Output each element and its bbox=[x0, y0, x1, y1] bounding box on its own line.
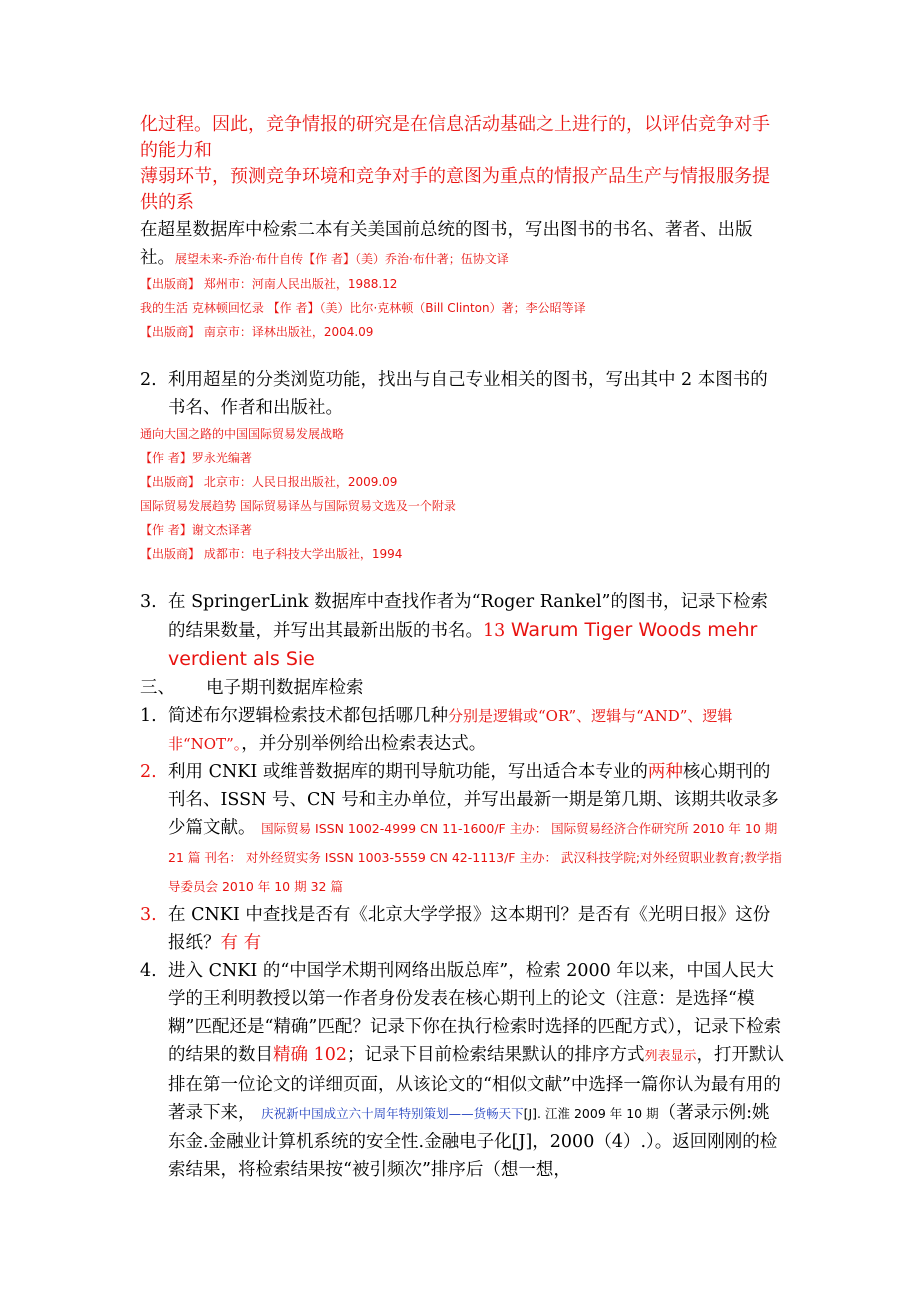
section-3-label: 三、 bbox=[140, 678, 175, 698]
s3q1-item bbox=[140, 702, 785, 758]
s3q3-text: 在 CNKI 中查找是否有《北京大学学报》这本期刊？是否有《光明日报》这份报纸？ bbox=[168, 905, 771, 953]
q2-answer-line-3: 【出版商】 北京市：人民日报出版社，2009.09 bbox=[140, 475, 398, 489]
section-3-title: 电子期刊数据库检索 bbox=[206, 678, 364, 698]
q2-answer-line-6: 【出版商】 成都市：电子科技大学出版社，1994 bbox=[140, 547, 403, 561]
q2-answer-line-5: 【作 者】谢文杰译著 bbox=[140, 523, 252, 537]
s3q4-text-b: ；记录下目前检索结果默认的排序方式 bbox=[346, 1045, 645, 1065]
q1-answer-line-4: 【出版商】 南京市：译林出版社，2004.09 bbox=[140, 325, 374, 339]
s3q2-item bbox=[140, 758, 785, 901]
q3-number: 3. bbox=[140, 592, 157, 612]
s3q2-text-b: 核心期刊的刊名、ISSN 号、CN 号和主办单位，并写出最新一期是第几期、该期共收录多少篇文献。 bbox=[168, 762, 779, 838]
s3q4-answer-1: 精确 102 bbox=[273, 1045, 347, 1065]
q1-answer-line-3: 我的生活 克林顿回忆录 【作 者】（美）比尔·克林顿（Bill Clinton）著；李公昭等译 bbox=[140, 301, 586, 315]
s3q4-text-c: ，打开默认排在第一位论文的详细页面，从该论文的“相似文献”中选择一篇你认为最有用的著录下来， bbox=[168, 1045, 784, 1123]
s3q4-text-a: 进入 CNKI 的“中国学术期刊网络出版总库”，检索 2000 年以来，中国人民大学的王利明教授以第一作者身份发表在核心期刊上的论文（注意：是选择“模糊”匹配还是“精确”匹配？记录下你在执行检索时选择的匹配方式），记录下检索的结果的数目 bbox=[168, 961, 782, 1065]
s3q4-text-d: （著录示例:姚东金.金融业计算机系统的安全性.金融电子化[J]，2000（4）.）。返回刚刚的检索结果，将检索结果按“被引频次”排序后（想一想， bbox=[168, 1103, 778, 1180]
q2-answer-line-2: 【作 者】罗永光编著 bbox=[140, 451, 252, 465]
q1-text: 在超星数据库中检索二本有关美国前总统的图书，写出图书的书名、著者、出版社。展望未来-乔治·布什自传【作 者】（美）乔治·布什著；伍协文译 bbox=[140, 220, 753, 268]
q1-answer-line-2: 【出版商】 郑州市：河南人民出版社，1988.12 bbox=[140, 277, 398, 291]
s3q1-tail: ，并分别举例给出检索表达式。 bbox=[241, 734, 487, 754]
q3-text: 在 SpringerLink 数据库中查找作者为“Roger Rankel”的图书，记录下检索的结果数量，并写出其最新出版的书名。 bbox=[168, 592, 768, 641]
s3q2-text-red: 两种 bbox=[647, 762, 683, 782]
q2-number: 2. bbox=[140, 370, 157, 390]
s3q4-number: 4. bbox=[140, 961, 157, 981]
s3q2-text-a: 利用 CNKI 或维普数据库的期刊导航功能，写出适合本专业的 bbox=[168, 762, 648, 782]
s3q1-number: 1. bbox=[140, 706, 157, 726]
q2-answer-line-4: 国际贸易发展趋势 国际贸易译丛与国际贸易文选及一个附录 bbox=[140, 499, 456, 513]
q2-item bbox=[140, 366, 785, 422]
s3q3-number: 3. bbox=[140, 905, 157, 925]
s3q2-answer: 国际贸易 ISSN 1002-4999 CN 11-1600/F 主办： 国际贸易经济合作研究所 2010 年 10 期 21 篇 刊名： 对外经贸实务 ISSN 1003-5559 CN 42-1113/F 主办： 武汉科技学院;对外经贸职业教育;教学指导委员会 2010 年 10 期 32 篇 bbox=[168, 821, 782, 894]
s3q4-answer-3-title: 庆祝新中国成立六十周年特别策划——货畅天下 bbox=[261, 1106, 524, 1121]
q2-answer-line-1: 通向大国之路的中国国际贸易发展战略 bbox=[140, 427, 345, 441]
s3q4-answer-2: 列表显示 bbox=[644, 1049, 697, 1064]
document-page bbox=[140, 112, 785, 1184]
section-3-heading bbox=[140, 674, 785, 702]
intro-line-1: 化过程。因此，竞争情报的研究是在信息活动基础之上进行的，以评估竞争对手的能力和 bbox=[140, 114, 770, 161]
s3q1-answer: 分别是逻辑或“OR”、逻辑与“AND”、逻辑非“NOT”。 bbox=[168, 707, 733, 753]
s3q1-text: 简述布尔逻辑检索技术都包括哪几种 bbox=[168, 706, 448, 726]
q3-item bbox=[140, 588, 785, 674]
q1-answer-line-1: 展望未来-乔治·布什自传【作 者】（美）乔治·布什著；伍协文译 bbox=[175, 252, 509, 266]
s3q3-item bbox=[140, 901, 785, 957]
s3q4-item bbox=[140, 957, 785, 1184]
q3-answer-count: 13 bbox=[483, 621, 506, 641]
s3q4-answer-3-source: [J]. 江淮 2009 年 10 期 bbox=[523, 1106, 659, 1121]
q3-answer-title: Warum Tiger Woods mehr verdient als Sie bbox=[168, 619, 758, 670]
intro-line-2: 薄弱环节，预测竞争环境和竞争对手的意图为重点的情报产品生产与情报服务提供的系 bbox=[140, 166, 770, 213]
s3q3-answer: 有 有 bbox=[220, 933, 262, 953]
q2-text: 利用超星的分类浏览功能，找出与自己专业相关的图书，写出其中 2 本图书的书名、作者和出版社。 bbox=[168, 370, 768, 418]
s3q2-number: 2. bbox=[140, 762, 157, 782]
